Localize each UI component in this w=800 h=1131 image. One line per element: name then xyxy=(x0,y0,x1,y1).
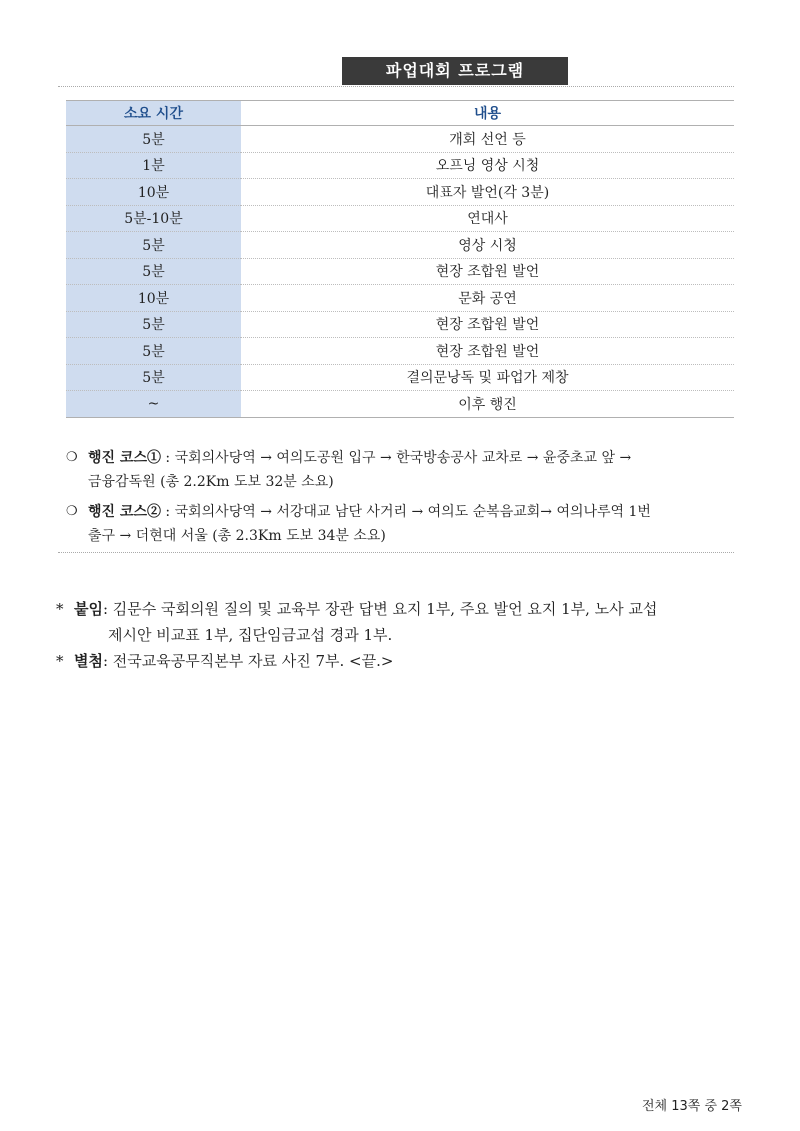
program-table xyxy=(66,100,734,418)
table-header-row xyxy=(66,101,734,126)
row-content: 개회 선언 등 xyxy=(241,126,734,153)
row-time: ~ xyxy=(66,391,241,418)
attachment-text: : 김문수 국회의원 질의 및 교육부 장관 답변 요지 1부, 주요 발언 요지 1부, 노사 교섭 xyxy=(102,600,658,618)
row-time: 5분 xyxy=(66,258,241,285)
enclosure-note xyxy=(56,648,756,674)
page-number: 전체 13쪽 중 2쪽 xyxy=(641,1099,742,1114)
march-course-2 xyxy=(66,500,738,548)
row-content: 연대사 xyxy=(241,205,734,232)
table-row xyxy=(66,258,734,285)
table-row xyxy=(66,338,734,365)
course-route-continued: 금융감독원 (총 2.2Km 도보 32분 소요) xyxy=(88,474,334,490)
title-banner xyxy=(58,57,734,91)
attachment-note xyxy=(56,596,756,648)
table-row xyxy=(66,311,734,338)
page-title: 파업대회 프로그램 xyxy=(342,57,568,85)
table-row xyxy=(66,152,734,179)
table-row xyxy=(66,179,734,206)
header-content: 내용 xyxy=(241,101,734,126)
asterisk-bullet-icon: * xyxy=(56,652,64,670)
enclosure-label: 별첨 xyxy=(74,652,103,670)
row-content: 이후 행진 xyxy=(241,391,734,418)
table-row xyxy=(66,205,734,232)
row-content: 현장 조합원 발언 xyxy=(241,258,734,285)
row-time: 10분 xyxy=(66,285,241,312)
row-time: 5분 xyxy=(66,338,241,365)
course-route-continued: 출구 → 더현대 서울 (총 2.3Km 도보 34분 소요) xyxy=(88,528,386,544)
course-label: 행진 코스① xyxy=(88,450,161,466)
section-divider xyxy=(58,552,734,553)
row-time: 5분-10분 xyxy=(66,205,241,232)
table-row xyxy=(66,391,734,418)
row-time: 10분 xyxy=(66,179,241,206)
circle-bullet-icon: ❍ xyxy=(66,450,78,465)
row-time: 5분 xyxy=(66,126,241,153)
row-content: 오프닝 영상 시청 xyxy=(241,152,734,179)
row-content: 현장 조합원 발언 xyxy=(241,311,734,338)
course-route: : 국회의사당역 → 서강대교 남단 사거리 → 여의도 순복음교회→ 여의나루역 1번 xyxy=(160,504,651,520)
table-row xyxy=(66,364,734,391)
row-time: 1분 xyxy=(66,152,241,179)
march-course-1 xyxy=(66,446,738,494)
row-time: 5분 xyxy=(66,364,241,391)
row-content: 결의문낭독 및 파업가 제창 xyxy=(241,364,734,391)
header-time: 소요 시간 xyxy=(66,101,241,126)
attachment-text-continued: 제시안 비교표 1부, 집단임금교섭 경과 1부. xyxy=(108,626,393,644)
table-row xyxy=(66,232,734,259)
table-row xyxy=(66,285,734,312)
attachment-label: 붙임 xyxy=(74,600,103,618)
row-content: 문화 공연 xyxy=(241,285,734,312)
table-row xyxy=(66,126,734,153)
course-route: : 국회의사당역 → 여의도공원 입구 → 한국방송공사 교차로 → 윤중초교 앞 → xyxy=(160,450,632,466)
circle-bullet-icon: ❍ xyxy=(66,504,78,519)
row-content: 대표자 발언(각 3분) xyxy=(241,179,734,206)
row-time: 5분 xyxy=(66,232,241,259)
title-divider xyxy=(58,86,734,87)
row-content: 현장 조합원 발언 xyxy=(241,338,734,365)
row-content: 영상 시청 xyxy=(241,232,734,259)
row-time: 5분 xyxy=(66,311,241,338)
enclosure-text: : 전국교육공무직본부 자료 사진 7부. <끝.> xyxy=(102,652,394,670)
asterisk-bullet-icon: * xyxy=(56,600,64,618)
course-label: 행진 코스② xyxy=(88,504,161,520)
